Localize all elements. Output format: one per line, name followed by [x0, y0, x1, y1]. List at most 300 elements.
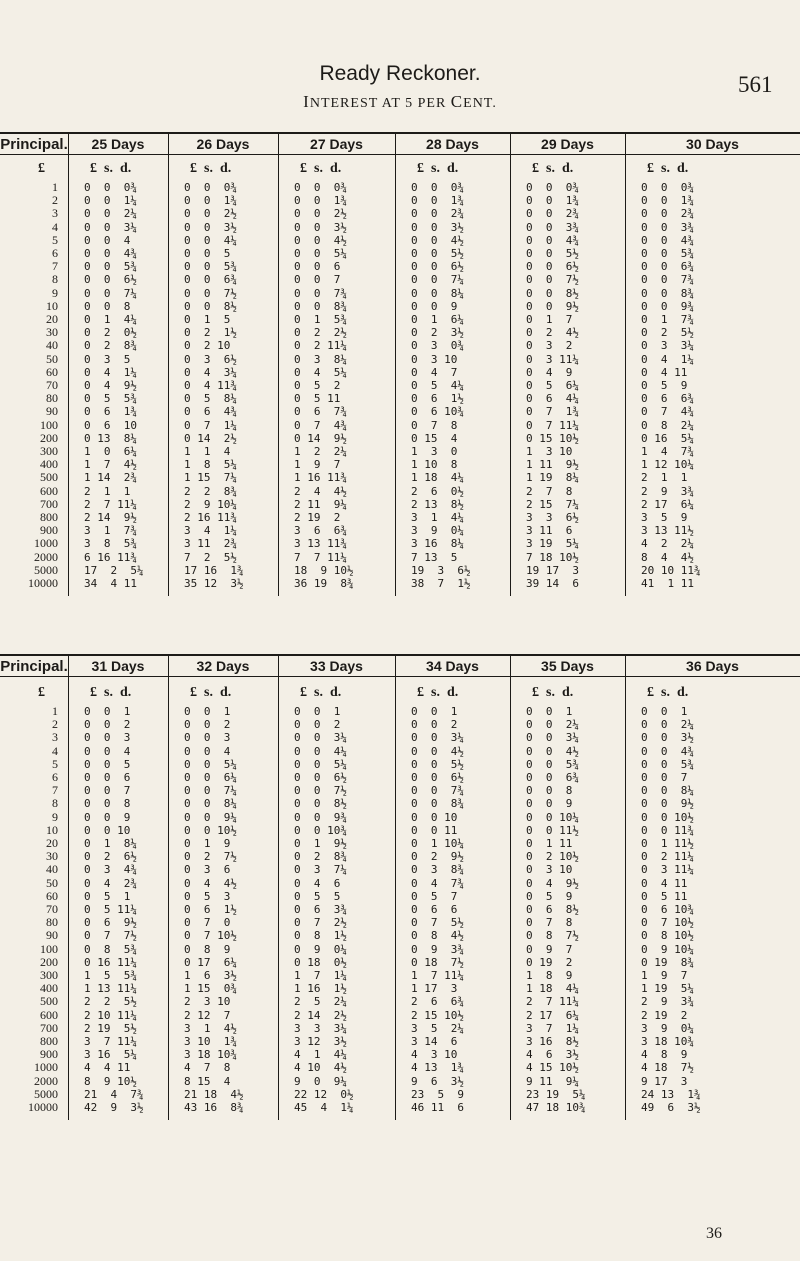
interest-amount: 0 3 4¾	[84, 863, 137, 877]
interest-amount: 0 5 7	[411, 889, 458, 903]
interest-amount: 0 4 1¼	[84, 365, 137, 379]
interest-amount: 4 8 9	[641, 1048, 688, 1062]
interest-amount: 0 0 2½	[294, 207, 347, 221]
interest-amount: 0 3 0¾	[411, 339, 464, 353]
interest-amount: 0 9 3¾	[411, 942, 464, 956]
days-column-header: 27 Days	[310, 136, 363, 152]
interest-amount: 2 13 8½	[411, 497, 464, 511]
principal-value: 200	[40, 954, 58, 969]
interest-amount: 3 9 0¼	[411, 524, 464, 538]
interest-amount: 0 5 11	[641, 889, 688, 903]
interest-amount: 0 15 4	[411, 431, 458, 445]
principal-value: 1000	[34, 536, 58, 551]
interest-amount: 0 8 10½	[641, 929, 694, 943]
column-divider	[68, 654, 69, 1120]
interest-amount: 2 9 10¼	[184, 497, 237, 511]
interest-amount: 0 0 7¼	[84, 286, 137, 300]
principal-value: 600	[40, 1007, 58, 1022]
pound-sign-header: £	[38, 685, 45, 700]
interest-amount: 3 1 4½	[184, 1021, 237, 1035]
interest-amount: 1 4 7¾	[641, 445, 694, 458]
interest-amount: 0 1 11½	[641, 837, 694, 850]
interest-amount: 0 0 3¼	[294, 731, 347, 745]
principal-value: 900	[40, 523, 58, 538]
unit-labels: £ s. d.	[90, 161, 132, 176]
principal-value: 3	[52, 206, 58, 221]
interest-amount: 0 19 8¾	[641, 955, 694, 969]
interest-amount: 0 0 8½	[184, 299, 237, 313]
interest-amount: 1 18 4¼	[526, 982, 579, 996]
interest-amount: 0 0 10	[84, 823, 131, 837]
pound-sign-header: £	[38, 161, 45, 176]
principal-value: 8	[52, 272, 58, 287]
interest-amount: 4 3 10	[411, 1048, 458, 1062]
days-column-header: 26 Days	[196, 136, 250, 152]
principal-value: 2000	[34, 549, 58, 564]
interest-amount: 0 2 11¼	[641, 850, 694, 864]
interest-amount: 9 11 9¼	[526, 1074, 579, 1088]
interest-amount: 0 0 7	[294, 273, 341, 287]
column-divider	[68, 132, 69, 596]
interest-amount: 0 0 5½	[411, 757, 464, 771]
interest-amount: 0 0 0¾	[294, 181, 347, 194]
interest-amount: 0 0 6¼	[184, 771, 237, 784]
header-rule	[0, 154, 800, 155]
interest-amount: 1 8 5¼	[184, 458, 237, 472]
interest-amount: 2 9 3¾	[641, 484, 694, 498]
interest-amount: 0 2 2½	[294, 326, 347, 340]
interest-amount: 0 0 4½	[411, 744, 464, 758]
interest-amount: 0 2 10½	[526, 850, 579, 864]
interest-amount: 21 4 7¾	[84, 1087, 144, 1101]
interest-amount: 2 15 7¼	[526, 497, 579, 511]
principal-value: 8	[52, 796, 58, 811]
interest-amount: 0 0 4	[84, 233, 131, 247]
principal-value: 60	[46, 364, 58, 379]
interest-amount: 1 2 2¼	[294, 445, 347, 458]
interest-amount: 0 19 2	[526, 955, 573, 969]
interest-amount: 0 8 4½	[411, 929, 464, 943]
unit-labels: £ s. d.	[300, 161, 342, 176]
interest-amount: 0 15 10½	[526, 431, 579, 445]
interest-amount: 0 1 9	[184, 837, 231, 850]
interest-amount: 3 9 0¼	[641, 1021, 694, 1035]
interest-amount: 0 0 2¼	[641, 718, 694, 732]
page-number: 561	[738, 72, 773, 97]
interest-amount: 0 0 10½	[184, 823, 237, 837]
unit-labels: £ s. d.	[647, 161, 689, 176]
interest-amount: 0 0 1¾	[526, 194, 579, 208]
interest-amount: 0 0 3	[184, 731, 231, 745]
interest-amount: 4 18 7½	[641, 1061, 694, 1075]
interest-amount: 3 16 8¼	[411, 537, 464, 551]
interest-amount: 0 0 7½	[526, 273, 579, 287]
interest-amount: 0 6 1¾	[84, 405, 137, 419]
interest-amount: 0 0 4¾	[641, 233, 694, 247]
interest-amount: 0 3 11¼	[526, 352, 579, 366]
interest-amount: 0 6 4¼	[526, 392, 579, 406]
principal-value: 9	[52, 809, 58, 824]
interest-amount: 0 0 7½	[294, 784, 347, 798]
interest-amount: 0 0 10¼	[526, 810, 579, 824]
interest-amount: 3 13 11½	[641, 524, 694, 538]
interest-amount: 1 12 10¼	[641, 458, 694, 472]
column-divider	[625, 132, 626, 596]
days-column-header: 31 Days	[91, 658, 145, 674]
principal-value: 30	[46, 325, 58, 340]
interest-amount: 0 2 8¾	[84, 339, 137, 353]
interest-amount: 1 19 5¼	[641, 982, 694, 996]
interest-amount: 1 13 11¼	[84, 982, 137, 996]
interest-amount: 3 8 5¾	[84, 537, 137, 551]
interest-amount: 3 1 4¼	[411, 511, 464, 524]
interest-amount: 22 12 0½	[294, 1087, 354, 1101]
principal-value: 60	[46, 888, 58, 903]
principal-value: 6	[52, 246, 58, 260]
interest-amount: 0 9 7	[526, 942, 573, 956]
principal-value: 5	[52, 232, 58, 247]
interest-amount: 1 19 8¼	[526, 471, 579, 485]
column-divider	[278, 654, 279, 1120]
interest-amount: 0 3 5	[84, 352, 131, 366]
interest-amount: 0 0 8¼	[184, 797, 237, 811]
interest-amount: 0 0 11¾	[641, 823, 694, 837]
principal-value: 500	[40, 994, 58, 1009]
interest-amount: 0 0 5½	[411, 247, 464, 260]
interest-amount: 2 10 11¼	[84, 1008, 137, 1022]
interest-amount: 0 0 3½	[411, 220, 464, 234]
interest-amount: 0 0 6½	[526, 260, 579, 274]
principal-value: 40	[46, 338, 58, 353]
interest-amount: 2 15 10½	[411, 1008, 464, 1022]
interest-amount: 2 7 11¼	[526, 995, 579, 1009]
principal-value: 2	[52, 717, 58, 732]
interest-amount: 2 2 8¾	[184, 484, 237, 498]
interest-amount: 0 4 11	[641, 876, 688, 890]
interest-amount: 42 9 3½	[84, 1101, 144, 1114]
interest-amount: 0 0 9¾	[294, 810, 347, 824]
principal-value: 70	[46, 378, 58, 392]
interest-amount: 0 0 1	[526, 705, 573, 718]
interest-amount: 0 0 5¾	[641, 247, 694, 260]
interest-amount: 1 7 4½	[84, 458, 137, 472]
interest-amount: 0 0 9	[411, 299, 458, 313]
interest-amount: 0 0 1¾	[641, 194, 694, 208]
signature-mark: 36	[706, 1225, 722, 1242]
column-divider	[510, 654, 511, 1120]
interest-amount: 0 0 6¾	[641, 260, 694, 274]
interest-amount: 0 0 6½	[84, 273, 137, 287]
interest-amount: 35 12 3½	[184, 577, 244, 590]
interest-amount: 0 5 8¼	[184, 392, 237, 406]
interest-amount: 0 1 11	[526, 837, 573, 850]
interest-amount: 0 0 7	[641, 771, 688, 784]
interest-amount: 0 0 2½	[184, 207, 237, 221]
interest-amount: 0 7 2½	[294, 916, 347, 930]
table-top-rule	[0, 654, 800, 656]
interest-amount: 7 13 5	[411, 550, 458, 564]
interest-amount: 0 0 6½	[411, 771, 464, 784]
interest-amount: 3 5 2¼	[411, 1021, 464, 1035]
column-divider	[395, 654, 396, 1120]
interest-amount: 0 18 7½	[411, 955, 464, 969]
interest-amount: 4 6 3½	[526, 1048, 579, 1062]
interest-amount: 2 14 9½	[84, 511, 137, 524]
interest-amount: 0 4 11	[641, 365, 688, 379]
interest-amount: 0 0 2¾	[411, 207, 464, 221]
principal-value: 400	[40, 981, 58, 996]
interest-amount: 0 7 5½	[411, 916, 464, 930]
principal-value: 700	[40, 1020, 58, 1035]
interest-amount: 2 19 2	[294, 511, 341, 524]
interest-amount: 0 1 5	[184, 313, 231, 326]
interest-amount: 1 6 3½	[184, 969, 237, 982]
principal-value: 600	[40, 483, 58, 498]
interest-amount: 2 19 2	[641, 1008, 688, 1022]
interest-amount: 0 0 8¼	[641, 784, 694, 798]
principal-value: 20	[46, 312, 58, 326]
interest-amount: 0 3 2	[526, 339, 573, 353]
interest-amount: 0 0 1	[641, 705, 688, 718]
interest-amount: 0 4 9	[526, 365, 573, 379]
interest-amount: 3 18 10¾	[184, 1048, 237, 1062]
interest-amount: 0 0 6½	[411, 260, 464, 274]
interest-amount: 0 6 4¾	[184, 405, 237, 419]
interest-amount: 0 0 8¾	[641, 286, 694, 300]
interest-amount: 0 5 11¼	[84, 903, 137, 916]
interest-amount: 0 7 1¼	[184, 418, 237, 432]
principal-value: 4	[52, 743, 58, 758]
interest-amount: 0 0 0¾	[184, 181, 237, 194]
column-divider	[168, 654, 169, 1120]
interest-amount: 7 18 10½	[526, 550, 579, 564]
interest-amount: 1 11 9½	[526, 458, 579, 472]
interest-amount: 2 1 1	[641, 471, 688, 485]
interest-amount: 0 3 7¼	[294, 863, 347, 877]
principal-value: 300	[40, 968, 58, 982]
interest-amount: 0 4 9½	[526, 876, 579, 890]
interest-amount: 0 0 11½	[526, 823, 579, 837]
interest-amount: 0 0 1¾	[294, 194, 347, 208]
interest-amount: 1 0 6¼	[84, 445, 137, 458]
interest-amount: 9 6 3½	[411, 1074, 464, 1088]
interest-amount: 0 0 2	[184, 718, 231, 732]
interest-amount: 0 13 8¼	[84, 431, 137, 445]
principal-value: 50	[46, 875, 58, 890]
interest-amount: 0 1 5¾	[294, 313, 347, 326]
principal-value: 5	[52, 756, 58, 771]
principal-value: 30	[46, 849, 58, 864]
column-divider	[278, 132, 279, 596]
interest-amount: 0 5 9	[641, 379, 688, 392]
interest-amount: 0 5 11	[294, 392, 341, 406]
interest-amount: 0 18 0½	[294, 955, 347, 969]
interest-amount: 0 4 6	[294, 876, 341, 890]
interest-amount: 0 2 5½	[641, 326, 694, 340]
interest-amount: 0 2 8¾	[294, 850, 347, 864]
interest-amount: 0 2 1½	[184, 326, 237, 340]
interest-amount: 3 19 5¼	[526, 537, 579, 551]
interest-amount: 0 0 4¾	[84, 247, 137, 260]
interest-amount: 0 1 7	[526, 313, 573, 326]
interest-amount: 0 6 1½	[184, 903, 237, 916]
interest-amount: 0 1 10¼	[411, 837, 464, 850]
interest-amount: 0 4 11¾	[184, 379, 237, 392]
interest-amount: 0 4 9½	[84, 379, 137, 392]
interest-amount: 0 0 9½	[641, 797, 694, 811]
days-column-header: 32 Days	[196, 658, 250, 674]
interest-amount: 0 0 10½	[641, 810, 694, 824]
interest-amount: 0 14 2½	[184, 431, 237, 445]
interest-amount: 2 14 2½	[294, 1008, 347, 1022]
interest-amount: 2 12 7	[184, 1008, 231, 1022]
interest-amount: 0 0 9¼	[184, 810, 237, 824]
interest-amount: 0 0 6½	[294, 771, 347, 784]
principal-value: 500	[40, 470, 58, 485]
interest-amount: 0 0 7¾	[411, 784, 464, 798]
interest-amount: 2 2 5½	[84, 995, 137, 1009]
interest-amount: 46 11 6	[411, 1101, 464, 1114]
days-column-header: 33 Days	[310, 658, 363, 674]
interest-amount: 0 0 8¾	[411, 797, 464, 811]
interest-amount: 4 13 1¾	[411, 1061, 464, 1075]
interest-amount: 0 7 10½	[184, 929, 237, 943]
interest-amount: 3 10 1¾	[184, 1035, 237, 1048]
interest-amount: 0 0 4	[184, 744, 231, 758]
interest-amount: 0 4 5¼	[294, 365, 347, 379]
interest-amount: 21 18 4½	[184, 1087, 244, 1101]
principal-column-header: Principal.	[0, 136, 68, 153]
interest-amount: 1 17 3	[411, 982, 458, 996]
interest-amount: 1 16 1½	[294, 982, 347, 996]
interest-amount: 1 8 9	[526, 969, 573, 982]
principal-value: 10000	[28, 576, 58, 590]
principal-value: 10	[46, 298, 58, 313]
interest-amount: 0 8 5¾	[84, 942, 137, 956]
interest-amount: 0 0 10	[411, 810, 458, 824]
principal-value: 70	[46, 902, 58, 916]
interest-amount: 0 6 1½	[411, 392, 464, 406]
interest-amount: 0 5 9	[526, 889, 573, 903]
principal-value: 5000	[34, 1086, 58, 1101]
interest-amount: 0 2 9½	[411, 850, 464, 864]
interest-amount: 7 7 11¼	[294, 550, 347, 564]
principal-value: 100	[40, 941, 58, 956]
interest-amount: 0 0 9½	[526, 299, 579, 313]
interest-amount: 0 0 2¾	[526, 207, 579, 221]
principal-value: 100	[40, 417, 58, 432]
interest-amount: 3 3 6½	[526, 511, 579, 524]
interest-amount: 3 7 11¼	[84, 1035, 137, 1048]
interest-amount: 0 0 5¼	[294, 757, 347, 771]
interest-amount: 47 18 10¾	[526, 1101, 586, 1114]
principal-value: 6	[52, 770, 58, 784]
interest-amount: 0 3 3¼	[641, 339, 694, 353]
interest-amount: 0 0 5¾	[184, 260, 237, 274]
interest-amount: 3 1 7¾	[84, 524, 137, 538]
interest-amount: 0 8 9	[184, 942, 231, 956]
interest-amount: 3 6 6¾	[294, 524, 347, 538]
interest-amount: 0 0 1	[184, 705, 231, 718]
interest-amount: 3 13 11¾	[294, 537, 347, 551]
interest-amount: 38 7 1½	[411, 577, 471, 590]
interest-amount: 0 0 4¾	[526, 233, 579, 247]
interest-amount: 0 0 0¾	[411, 181, 464, 194]
interest-amount: 23 5 9	[411, 1087, 464, 1101]
interest-amount: 18 9 10½	[294, 563, 354, 577]
interest-amount: 3 18 10¾	[641, 1035, 694, 1048]
interest-amount: 0 7 8	[411, 418, 458, 432]
days-column-header: 34 Days	[426, 658, 479, 674]
principal-value: 50	[46, 351, 58, 366]
interest-amount: 41 1 11	[641, 577, 694, 590]
principal-value: 90	[46, 928, 58, 943]
interest-amount: 0 3 8¾	[411, 863, 464, 877]
interest-amount: 0 9 0¼	[294, 942, 347, 956]
interest-amount: 0 0 4½	[526, 744, 579, 758]
interest-amount: 3 3 3¼	[294, 1021, 347, 1035]
interest-amount: 0 5 3	[184, 889, 231, 903]
interest-amount: 0 1 8¼	[84, 837, 137, 850]
interest-amount: 2 17 6¼	[641, 497, 694, 511]
interest-amount: 0 1 6¼	[411, 313, 464, 326]
interest-amount: 0 6 10¾	[641, 903, 694, 916]
interest-amount: 3 14 6	[411, 1035, 458, 1048]
interest-amount: 4 1 4¼	[294, 1048, 347, 1062]
interest-amount: 0 6 6	[411, 903, 458, 916]
interest-amount: 0 0 3½	[294, 220, 347, 234]
interest-amount: 0 0 1	[84, 705, 131, 718]
unit-labels: £ s. d.	[647, 685, 689, 700]
interest-amount: 1 15 7¼	[184, 471, 237, 485]
interest-amount: 0 0 7½	[184, 286, 237, 300]
interest-amount: 0 3 6½	[184, 352, 237, 366]
principal-value: 7	[52, 259, 58, 274]
interest-amount: 0 0 1	[411, 705, 458, 718]
interest-amount: 0 7 1¾	[526, 405, 579, 419]
principal-value: 3	[52, 730, 58, 745]
interest-amount: 0 2 4½	[526, 326, 579, 340]
interest-amount: 1 3 10	[526, 445, 573, 458]
principal-value: 10	[46, 822, 58, 837]
interest-amount: 1 7 11¼	[411, 969, 464, 982]
days-column-header: 35 Days	[541, 658, 594, 674]
interest-amount: 0 0 6¾	[526, 771, 579, 784]
unit-labels: £ s. d.	[417, 161, 459, 176]
interest-amount: 0 0 5	[184, 247, 231, 260]
interest-amount: 0 0 3	[84, 731, 131, 745]
interest-amount: 8 4 4½	[641, 550, 694, 564]
interest-amount: 0 8 7½	[526, 929, 579, 943]
header-rule	[0, 676, 800, 677]
interest-amount: 0 3 6	[184, 863, 231, 877]
interest-amount: 2 19 5½	[84, 1021, 137, 1035]
interest-amount: 24 13 1¾	[641, 1087, 701, 1101]
interest-amount: 4 15 10½	[526, 1061, 579, 1075]
interest-amount: 2 9 3¾	[641, 995, 694, 1009]
interest-amount: 2 3 10	[184, 995, 231, 1009]
interest-amount: 1 1 4	[184, 445, 231, 458]
interest-amount: 1 9 7	[294, 458, 341, 472]
interest-amount: 8 9 10½	[84, 1074, 137, 1088]
principal-value: 900	[40, 1047, 58, 1062]
interest-amount: 0 4 3¼	[184, 365, 237, 379]
interest-amount: 45 4 1¼	[294, 1101, 354, 1114]
interest-amount: 3 7 1¼	[526, 1021, 579, 1035]
interest-amount: 3 11 2¾	[184, 537, 237, 551]
interest-amount: 0 0 4½	[294, 233, 347, 247]
interest-amount: 0 0 2¼	[526, 718, 579, 732]
